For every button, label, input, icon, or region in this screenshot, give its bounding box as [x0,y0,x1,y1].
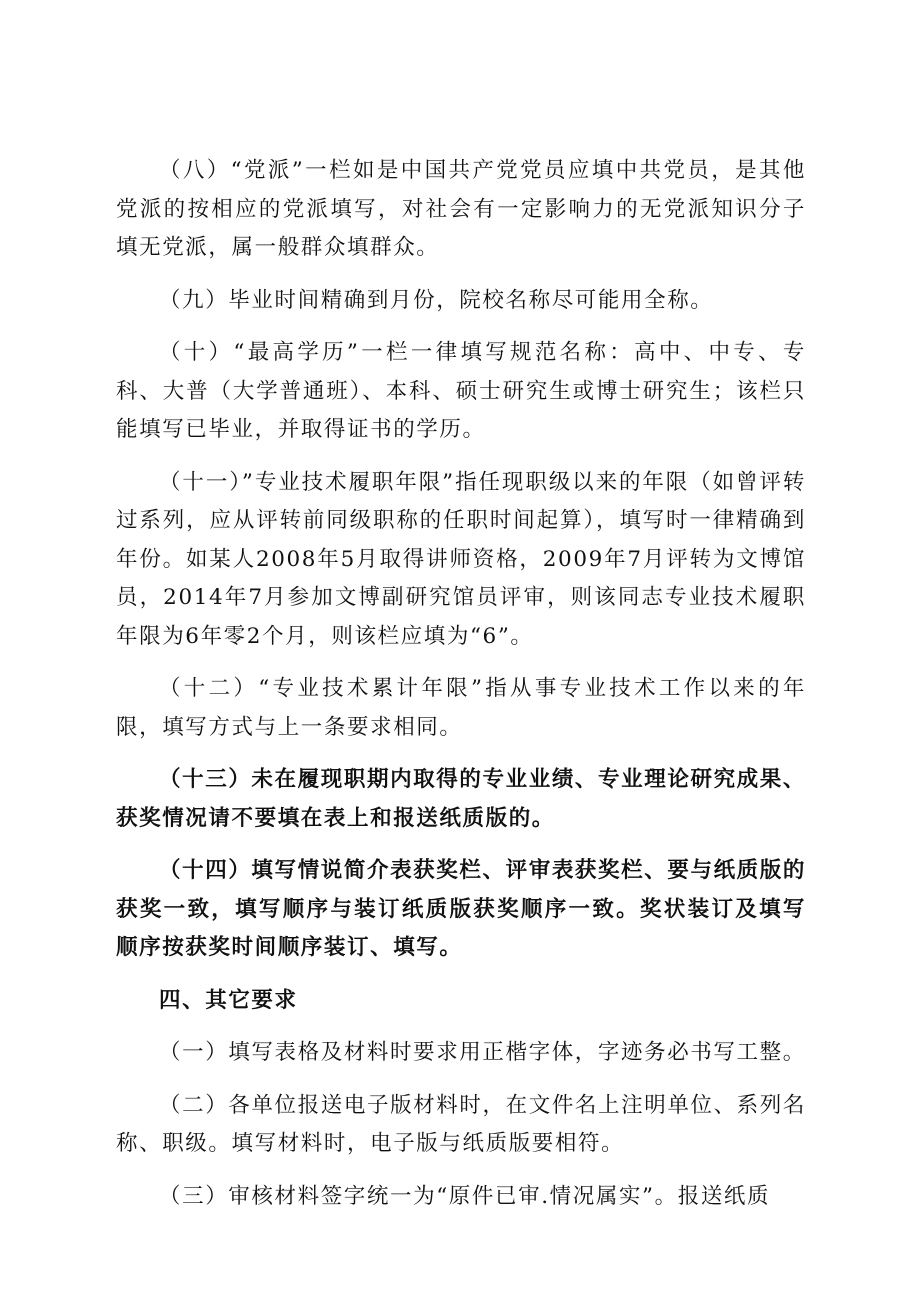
paragraph-tenure-years: （十一）”专业技术履职年限”指任现职级以来的年限（如曾评转过系列，应从评转前同级职称的任职时间起算），填写时一律精确到年份。如某人2008年5月取得讲师资格，2009年7月评转为文博馆员，2014年7月参加文博副研究馆员评审，则该同志专业技术履职年限为6年零2个月，则该栏应填为“6”。 [116,469,806,649]
paragraph-cumulative-years: （十二）“专业技术累计年限”指从事专业技术工作以来的年限，填写方式与上一条要求相同。 [116,676,806,740]
requirement-handwriting: （一）填写表格及材料时要求用正楷字体，字迹务必书写工整。 [159,1040,806,1065]
requirement-signature: （三）审核材料签字统一为“原件已审.情况属实”。报送纸质 [159,1183,771,1209]
paragraph-education: （十）“最高学历”一栏一律填写规范名称：高中、中专、专科、大普（大学普通班）、本科、硕士研究生或博士研究生；该栏只能填写已毕业，并取得证书的学历。 [116,340,806,442]
paragraph-achievements: （十三）未在履现职期内取得的专业业绩、专业理论研究成果、获奖情况请不要填在表上和报送纸质版的。 [116,767,806,831]
document-body [116,152,806,1230]
requirement-electronic: （二）各单位报送电子版材料时，在文件名上注明单位、系列名称、职级。填写材料时，电子版与纸质版要相符。 [116,1092,806,1156]
paragraph-awards: （十四）填写情说简介表获奖栏、评审表获奖栏、要与纸质版的获奖一致，填写顺序与装订纸质版获奖顺序一致。奖状装订及填写顺序按获奖时间顺序装订、填写。 [116,858,806,960]
paragraph-graduation: （九）毕业时间精确到月份，院校名称尽可能用全称。 [159,287,714,313]
paragraph-party: （八）“党派”一栏如是中国共产党党员应填中共党员，是其他党派的按相应的党派填写，对社会有一定影响力的无党派知识分子填无党派，属一般群众填群众。 [116,158,806,260]
section-heading: 四、其它要求 [159,987,298,1013]
